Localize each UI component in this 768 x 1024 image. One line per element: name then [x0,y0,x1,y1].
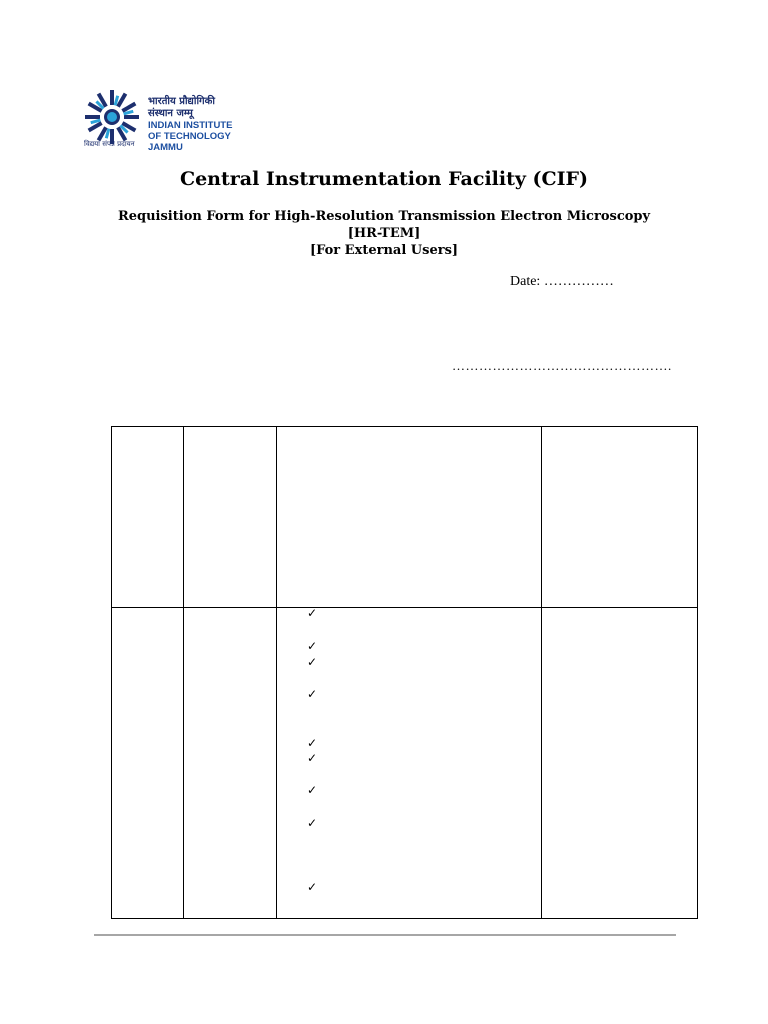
iit-jammu-logo [82,88,242,152]
date-label: Date: [510,274,541,289]
signature-blank[interactable]: …………………………………………. [452,358,672,373]
table-cell[interactable] [184,427,277,608]
logo-english-name: INDIAN INSTITUTE OF TECHNOLOGY JAMMU [148,120,233,153]
date-field[interactable] [510,274,614,290]
checkmark-icon: ✓ [307,736,318,750]
table-cell[interactable] [112,427,184,608]
page-title: Central Instrumentation Facility (CIF) [179,168,589,190]
checklist-cell[interactable] [277,608,542,919]
checkmark-icon: ✓ [307,639,318,653]
checkmark-icon: ✓ [307,751,318,765]
form-subtitle [0,208,768,259]
subtitle-line-2: [HR-TEM] [347,226,421,241]
checklist [277,608,541,918]
table-cell[interactable] [112,608,184,919]
checkmark-icon: ✓ [307,606,318,620]
logo-hindi-name: भारतीय प्रौद्योगिकी संस्थान जम्मू [148,96,215,119]
checkmark-icon: ✓ [307,687,318,701]
footer-divider [94,934,676,936]
checkmark-icon: ✓ [307,816,318,830]
table-row [112,427,698,608]
table-cell[interactable] [184,608,277,919]
checkmark-icon: ✓ [307,655,318,669]
table-cell[interactable] [277,427,542,608]
requisition-table [111,426,698,919]
table-cell[interactable] [542,427,698,608]
subtitle-line-3: [For External Users] [309,243,459,258]
logo-motto: विद्यया संपन्न प्रदायन [84,140,135,148]
checkmark-icon: ✓ [307,783,318,797]
table-cell[interactable] [542,608,698,919]
subtitle-line-1: Requisition Form for High-Resolution Transmission Electron Microscopy [117,209,651,224]
table-row [112,608,698,919]
checkmark-icon: ✓ [307,880,318,894]
logo-emblem-icon [82,88,144,146]
date-blank[interactable]: …………… [543,274,614,289]
